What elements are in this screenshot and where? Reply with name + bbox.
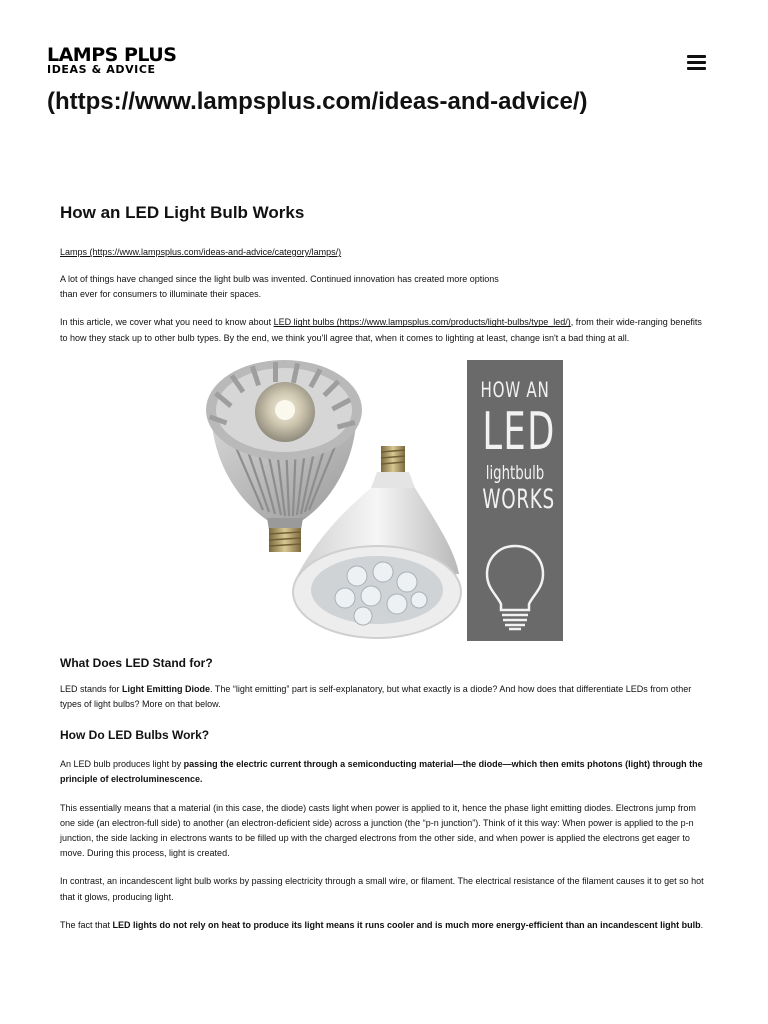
logo-link-text[interactable]: (https://www.lampsplus.com/ideas-and-advice/) <box>47 88 588 115</box>
text-run: . The “light emitting” part is self-explanatory, but what exactly is a diode? And how does that differentiate LEDs from other types of light bulbs? More on that below. <box>60 683 692 710</box>
site-header <box>47 44 727 84</box>
banner-line-2: LED <box>482 401 556 462</box>
how-an-led-lightbulb-works-banner <box>467 360 563 641</box>
logo-wordmark[interactable]: LAMPS PLUS <box>47 44 177 66</box>
menu-bar <box>687 61 706 64</box>
text-run: , from their wide-ranging benefits to how they stack up to other bulb types. By the end, we think you'll agree that, when it comes to lighting at least, change isn't a bad thing at all. <box>60 317 702 343</box>
text-run: LED stands for <box>60 683 123 694</box>
text-run: . <box>700 919 704 930</box>
led-meaning-paragraph <box>60 682 710 712</box>
banner-line-4: WORKS <box>482 483 555 515</box>
article-title: How an LED Light Bulb Works <box>60 203 305 222</box>
article <box>60 200 710 933</box>
bold-text: LED lights do not rely on heat to produce its light means it runs cooler and is much more energy-efficient than an incandescent light bulb <box>112 919 701 930</box>
how-leds-work-paragraph-4 <box>60 918 710 933</box>
banner-line-3: lightbulb <box>485 461 545 484</box>
text-run: An LED bulb produces light by <box>60 759 184 770</box>
how-leds-work-paragraph-3: In contrast, an incandescent light bulb works by passing electricity through a small wire, or filament. The electrical resistance of the filament causes it to get so hot that it glows, producing light. <box>60 876 704 902</box>
bold-text: Light Emitting Diode <box>122 683 211 694</box>
text-run: The fact that <box>60 919 113 930</box>
section-heading-how-leds-work: How Do LED Bulbs Work? <box>60 728 210 743</box>
led-light-bulbs-link[interactable]: LED light bulbs (https://www.lampsplus.com/products/light-bulbs/type_led/) <box>273 317 571 328</box>
text-run: In this article, we cover what you need to know about <box>60 317 274 328</box>
section-heading-led-meaning: What Does LED Stand for? <box>60 655 213 670</box>
led-bulbs-illustration <box>205 360 465 640</box>
logo-tagline[interactable]: IDEAS & ADVICE <box>47 63 156 76</box>
bold-text: passing the electric current through a semiconducting material—the diode—which then emits photons (light) through the principle of electroluminescence. <box>60 759 703 785</box>
intro-paragraph: A lot of things have changed since the light bulb was invented. Continued innovation has created more options than ever for consumers to illuminate their spaces. <box>60 274 499 300</box>
menu-bar <box>687 67 706 70</box>
lightbulb-outline-icon <box>482 542 548 634</box>
how-leds-work-paragraph-2: This essentially means that a material (in this case, the diode) casts light when power is applied to it, hence the phase light emitting diodes. Electrons jump from one side (an electron-full side) to another (an electron-deficient side) across a junction (the “p-n junction”). Think of it this way: When power is applied to the p-n junction, the side lacking in electrons wants to be filled up with the charged electrons from the other side, and when power is applied the electrons get eager to move. During this process, light is created. <box>60 802 696 859</box>
article-figure <box>60 360 710 640</box>
hamburger-menu-icon[interactable] <box>687 55 707 71</box>
category-link[interactable]: Lamps (https://www.lampsplus.com/ideas-and-advice/category/lamps/) <box>60 247 342 257</box>
banner-line-1: HOW AN <box>480 377 550 402</box>
menu-bar <box>687 55 706 58</box>
how-leds-work-paragraph-1 <box>60 757 710 787</box>
intro-paragraph-2 <box>60 315 710 345</box>
